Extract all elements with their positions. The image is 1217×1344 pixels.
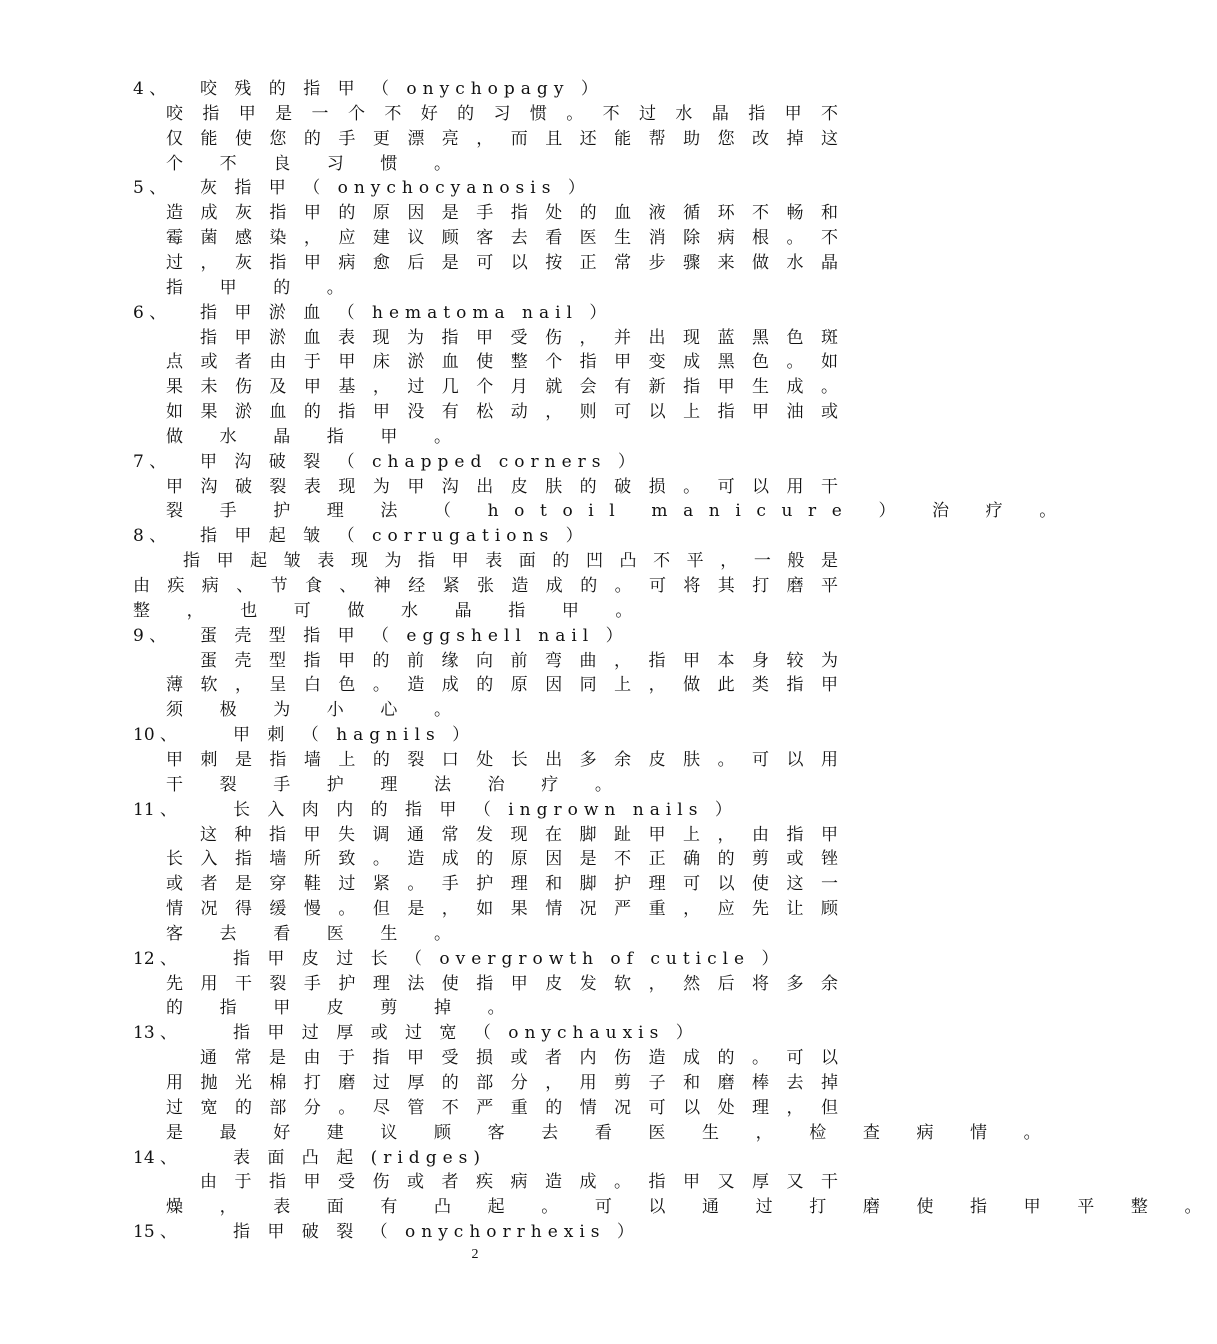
- body-text-line: 是 最 好 建 议 顾 客 去 看 医 生 ， 检 查 病 情 。: [166, 1122, 1057, 1143]
- body-text-line: 用 抛 光 棉 打 磨 过 厚 的 部 分 ， 用 剪 子 和 磨 棒 去 掉: [166, 1073, 838, 1093]
- section-number: 9 、: [133, 625, 167, 646]
- section-heading: [133, 77, 838, 102]
- body-text-line: 长 入 指 墙 所 致 。 造 成 的 原 因 是 不 正 确 的 剪 或 锉: [166, 849, 838, 870]
- body-text-line: 指 甲 淤 血 表 现 为 指 甲 受 伤 ， 并 出 现 蓝 黑 色 斑: [200, 327, 838, 348]
- section-title: 指 甲 淤 血 （ hematoma nail ）: [200, 302, 613, 323]
- page-number: 2: [471, 1247, 479, 1262]
- section-number: 10 、: [133, 725, 178, 746]
- section-heading: [133, 1220, 838, 1245]
- section-heading: [133, 624, 838, 649]
- body-text-line: 燥 ， 表 面 有 凸 起 。 可 以 通 过 打 磨 使 指 甲 平 整 。: [166, 1197, 1217, 1218]
- section-heading: [133, 450, 838, 475]
- section-title: 指 甲 起 皱 （ corrugations ）: [200, 526, 589, 547]
- body-text-line: 先 用 干 裂 手 护 理 法 使 指 甲 皮 发 软 ， 然 后 将 多 余: [166, 973, 838, 994]
- body-text-line: 客 去 看 医 生 。: [166, 923, 467, 944]
- body-text-line: 点 或 者 由 于 甲 床 淤 血 使 整 个 指 甲 变 成 黑 色 。 如: [166, 352, 838, 373]
- body-text-line: 蛋 壳 型 指 甲 的 前 缘 向 前 弯 曲 ， 指 甲 本 身 较 为: [200, 650, 838, 671]
- body-text-line: 情 况 得 缓 慢 。 但 是 ， 如 果 情 况 严 重 ， 应 先 让 顾: [166, 899, 838, 920]
- section-heading: [133, 301, 838, 326]
- section-number: 15 、: [133, 1222, 178, 1243]
- section-title: 表 面 凸 起 (ridges): [233, 1147, 486, 1168]
- section-title: 甲 沟 破 裂 （ chapped corners ）: [200, 451, 641, 472]
- section-heading: [133, 798, 838, 823]
- section-title: 甲 刺 （ hagnils ）: [233, 725, 476, 746]
- section-title: 咬 残 的 指 甲 （ onychopagy ）: [200, 79, 604, 99]
- body-text-line: 造 成 灰 指 甲 的 原 因 是 手 指 处 的 血 液 循 环 不 畅 和: [166, 203, 838, 224]
- section-heading: [133, 1146, 838, 1171]
- body-text-line: 做 水 晶 指 甲 。: [166, 426, 467, 447]
- section-title: 长 入 肉 内 的 指 甲 （ ingrown nails ）: [233, 799, 738, 820]
- section-number: 14 、: [133, 1147, 178, 1168]
- body-text-line: 整 ， 也 可 做 水 晶 指 甲 。: [133, 600, 649, 621]
- body-text-line: 咬 指 甲 是 一 个 不 好 的 习 惯 。 不 过 水 晶 指 甲 不: [166, 103, 838, 124]
- section-heading: [133, 947, 838, 972]
- body-text-line: 指 甲 的 。: [166, 277, 360, 298]
- body-text-line: 这 种 指 甲 失 调 通 常 发 现 在 脚 趾 甲 上 ， 由 指 甲: [200, 824, 838, 845]
- section-number: 8 、: [133, 526, 167, 547]
- section-heading: [133, 176, 838, 201]
- body-text-line: 仅 能 使 您 的 手 更 漂 亮 ， 而 且 还 能 帮 助 您 改 掉 这: [166, 128, 838, 149]
- section-title: 蛋 壳 型 指 甲 （ eggshell nail ）: [200, 625, 629, 646]
- body-text-line: 的 指 甲 皮 剪 掉 。: [166, 998, 521, 1019]
- body-text-line: 由 于 指 甲 受 伤 或 者 疾 病 造 成 。 指 甲 又 厚 又 干: [200, 1172, 838, 1193]
- section-heading: [133, 1021, 838, 1046]
- body-text-line: 果 未 伤 及 甲 基 ， 过 几 个 月 就 会 有 新 指 甲 生 成 。: [166, 377, 838, 398]
- body-text-line: 甲 沟 破 裂 表 现 为 甲 沟 出 皮 肤 的 破 损 。 可 以 用 干: [166, 476, 838, 497]
- section-number: 4 、: [133, 79, 167, 99]
- body-text-line: 或 者 是 穿 鞋 过 紧 。 手 护 理 和 脚 护 理 可 以 使 这 一: [166, 874, 838, 895]
- body-text-line: 由 疾 病 、 节 食 、 神 经 紧 张 造 成 的 。 可 将 其 打 磨 平: [133, 576, 838, 596]
- section-title: 指 甲 破 裂 （ onychorrhexis ）: [233, 1222, 640, 1243]
- body-text-line: 须 极 为 小 心 。: [166, 700, 467, 721]
- section-number: 13 、: [133, 1023, 178, 1044]
- body-text-line: 裂 手 护 理 法 （ hotoil manicure ） 治 疗 。: [166, 501, 1072, 522]
- body-text-line: 通 常 是 由 于 指 甲 受 损 或 者 内 伤 造 成 的 。 可 以: [200, 1048, 838, 1069]
- section-number: 12 、: [133, 948, 178, 969]
- body-text-line: 如 果 淤 血 的 指 甲 没 有 松 动 ， 则 可 以 上 指 甲 油 或: [166, 402, 838, 423]
- body-text-line: 干 裂 手 护 理 法 治 疗 。: [166, 774, 628, 795]
- body-text-line: 薄 软 ， 呈 白 色 。 造 成 的 原 因 同 上 ， 做 此 类 指 甲: [166, 675, 838, 696]
- body-text-line: 个 不 良 习 惯 。: [166, 153, 467, 174]
- body-text-line: 霉 菌 感 染 ， 应 建 议 顾 客 去 看 医 生 消 除 病 根 。 不: [166, 228, 838, 249]
- section-number: 6 、: [133, 302, 167, 323]
- section-heading: [133, 524, 838, 549]
- body-text-line: 过 宽 的 部 分 。 尽 管 不 严 重 的 情 况 可 以 处 理 ， 但: [166, 1097, 838, 1118]
- body-text-line: 过 ， 灰 指 甲 病 愈 后 是 可 以 按 正 常 步 骤 来 做 水 晶: [166, 252, 838, 273]
- section-number: 7 、: [133, 451, 167, 472]
- body-text-line: 指 甲 起 皱 表 现 为 指 甲 表 面 的 凹 凸 不 平 ， 一 般 是: [183, 551, 838, 572]
- body-text-line: 甲 刺 是 指 墙 上 的 裂 口 处 长 出 多 余 皮 肤 。 可 以 用: [166, 749, 838, 770]
- section-title: 灰 指 甲 （ onychocyanosis ）: [200, 178, 591, 199]
- section-number: 5 、: [133, 178, 167, 199]
- section-title: 指 甲 皮 过 长 （ overgrowth of cuticle ）: [233, 948, 785, 969]
- section-title: 指 甲 过 厚 或 过 宽 （ onychauxis ）: [233, 1023, 699, 1044]
- section-number: 11 、: [133, 799, 178, 820]
- section-heading: [133, 723, 838, 748]
